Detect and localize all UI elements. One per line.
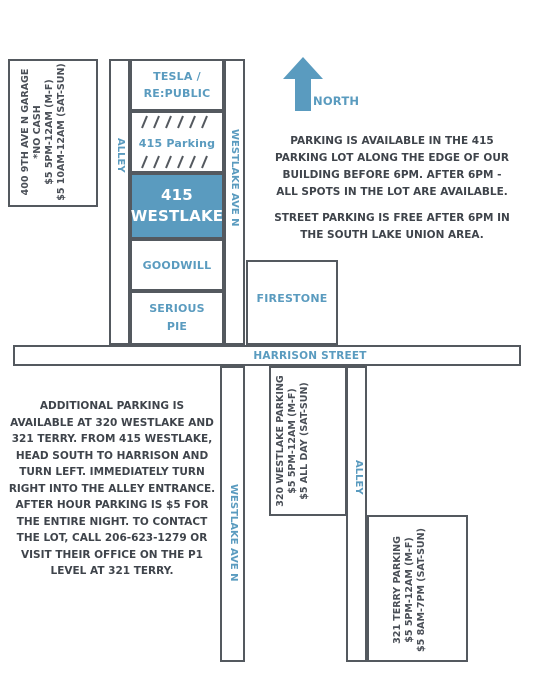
goodwill-label: GOODWILL (142, 258, 212, 272)
additional-parking-info: ADDITIONAL PARKING IS AVAILABLE AT 320 WESTLAKE AND 321 TERRY. FROM 415 WESTLAKE, HEAD SOUTH TO HARRISON AND TURN LEFT. IMMEDIATELY TURN RIGHT INTO THE ALLEY ENTRANCE. AFTER HOUR PARKING IS $5 FOR THE ENTIRE NIGHT. TO CONTACT THE LOT, CALL 206-623-1279 OR VISIT THEIR OFFICE ON THE P1 LEVEL AT 321 TERRY. (8, 400, 216, 577)
parking-321-terry-label: 321 TERRY PARKING $5 5PM-12AM (M-F) $5 8AM-7PM (SAT-SUN) (392, 528, 427, 652)
alley-south (346, 366, 367, 662)
parking-415-label: 415 Parking (138, 136, 216, 150)
garage-9th-ave-label: 400 9TH AVE N GARAGE *NO CASH $5 5PM-12AM (M-F) $5 10AM-12AM (SAT-SUN) (20, 63, 67, 201)
parking-320-westlake-label: 320 WESTLAKE PARKING $5 5PM-12AM (M-F) $5 ALL DAY (SAT-SUN) (275, 375, 310, 507)
street-parking-info: STREET PARKING IS FREE AFTER 6PM IN THE SOUTH LAKE UNION AREA. (274, 212, 510, 241)
westlake-ave-north-label: WESTLAKE AVE N (229, 129, 240, 227)
alley-north-label: ALLEY (115, 138, 126, 173)
firestone-label: FIRESTONE (256, 291, 328, 305)
westlake-ave-south-label: WESTLAKE AVE N (228, 484, 239, 582)
parking-info-top: PARKING IS AVAILABLE IN THE 415 PARKING LOT ALONG THE EDGE OF OUR BUILDING BEFORE 6PM. AFTER 6PM - ALL SPOTS IN THE LOT ARE AVAILABLE. (275, 135, 509, 198)
alley-north (109, 59, 130, 345)
tesla-republic-label: TESLA / RE:PUBLIC (143, 70, 211, 100)
parking-hatch-top (138, 115, 216, 129)
north-label: NORTH (313, 94, 360, 108)
westlake-415-label: 415 WESTLAKE (130, 186, 224, 225)
harrison-street-label: HARRISON STREET (253, 349, 367, 362)
parking-hatch-bottom (138, 155, 216, 169)
alley-south-label: ALLEY (353, 460, 364, 495)
serious-pie-label: SERIOUS PIE (149, 302, 205, 333)
